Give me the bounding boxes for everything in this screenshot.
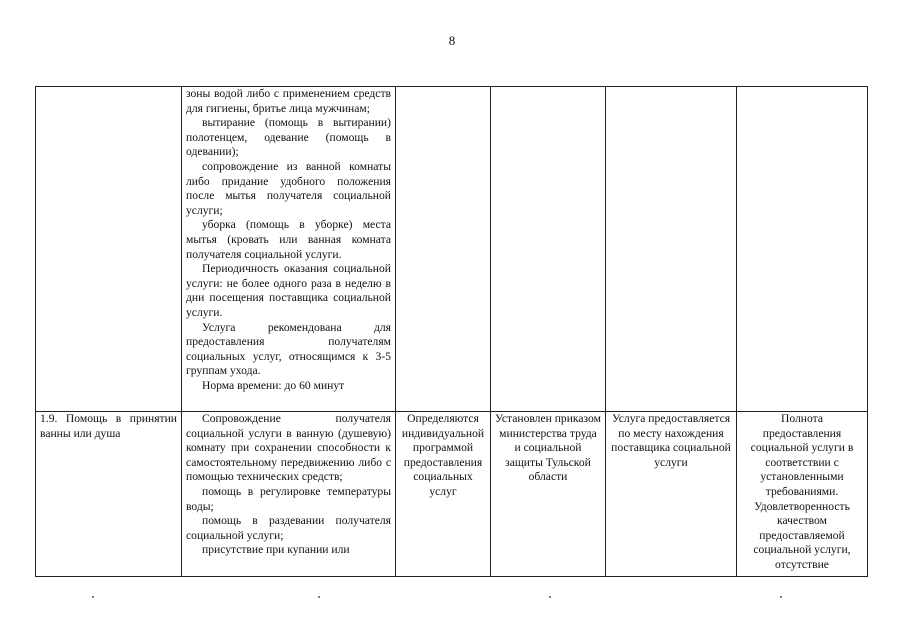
tariff-cell [491,412,606,577]
table-row [36,412,868,577]
description-paragraph: зоны водой либо с применением средств для гигиены, бритье лица мужчинам; [186,87,391,115]
description-paragraph: присутствие при купании или [202,543,350,557]
conditions-cell [606,87,737,412]
conditions-cell [606,412,737,577]
service-description-cell [182,87,396,412]
description-paragraph: сопровождение из ванной комнаты либо придание удобного положения после мытья получателя социальной услуги; [186,159,391,217]
description-paragraph: уборка (помощь в уборке) места мытья (кровать или ванная комната получателя социальной услуги. [186,218,391,261]
description-paragraph: Сопровождение получателя социальной услуги в ванную (душевую) комнату при сохранении способности к самостоятельному передвижению либо с помощью технических средств; [186,412,391,484]
volume-cell [396,412,491,577]
description-paragraph: помощь в регулировке температуры воды; [186,484,391,513]
description-paragraph: Услуга рекомендована для предоставления получателям социальных услуг, относящимся к 3-5 группам ухода. [186,320,391,378]
services-table [35,86,868,577]
volume-text: Определяются индивидуальной программой предоставления социальных услуг [401,412,485,498]
quality-text: Полнота предоставления социальной услуги в соответствии с установленными требованиями. Удовлетворенность качеством предоставляемой социальной услуги, отсутствие [750,412,854,571]
description-paragraph: Периодичность оказания социальной услуги: не более одного раза в неделю в дни посещения поставщика социальной услуги. [186,262,391,319]
tariff-text: Установлен приказом министерства труда и социальной защиты Тульской области [495,412,601,484]
table-row [36,87,868,412]
quality-cell [737,87,868,412]
volume-cell [396,87,491,412]
description-paragraph: помощь в раздевании получателя социальной услуги; [186,514,391,542]
service-name-cell [36,87,182,412]
description-paragraph: вытирание (помощь в вытирании) полотенцем, одевание (помощь в одевании); [186,116,391,159]
tariff-cell [491,87,606,412]
page-number: 8 [448,33,456,48]
scan-speck [318,596,320,598]
scan-speck [92,596,94,598]
service-description-cell [182,412,396,577]
scan-speck [780,596,782,598]
service-name: 1.9. Помощь в принятии ванны или душа [40,412,177,440]
conditions-text: Услуга предоставляется по месту нахождения поставщика социальной услуги [611,412,731,469]
quality-cell [737,412,868,577]
service-name-cell [36,412,182,577]
scan-speck [549,596,551,598]
description-paragraph: Норма времени: до 60 минут [202,378,345,392]
